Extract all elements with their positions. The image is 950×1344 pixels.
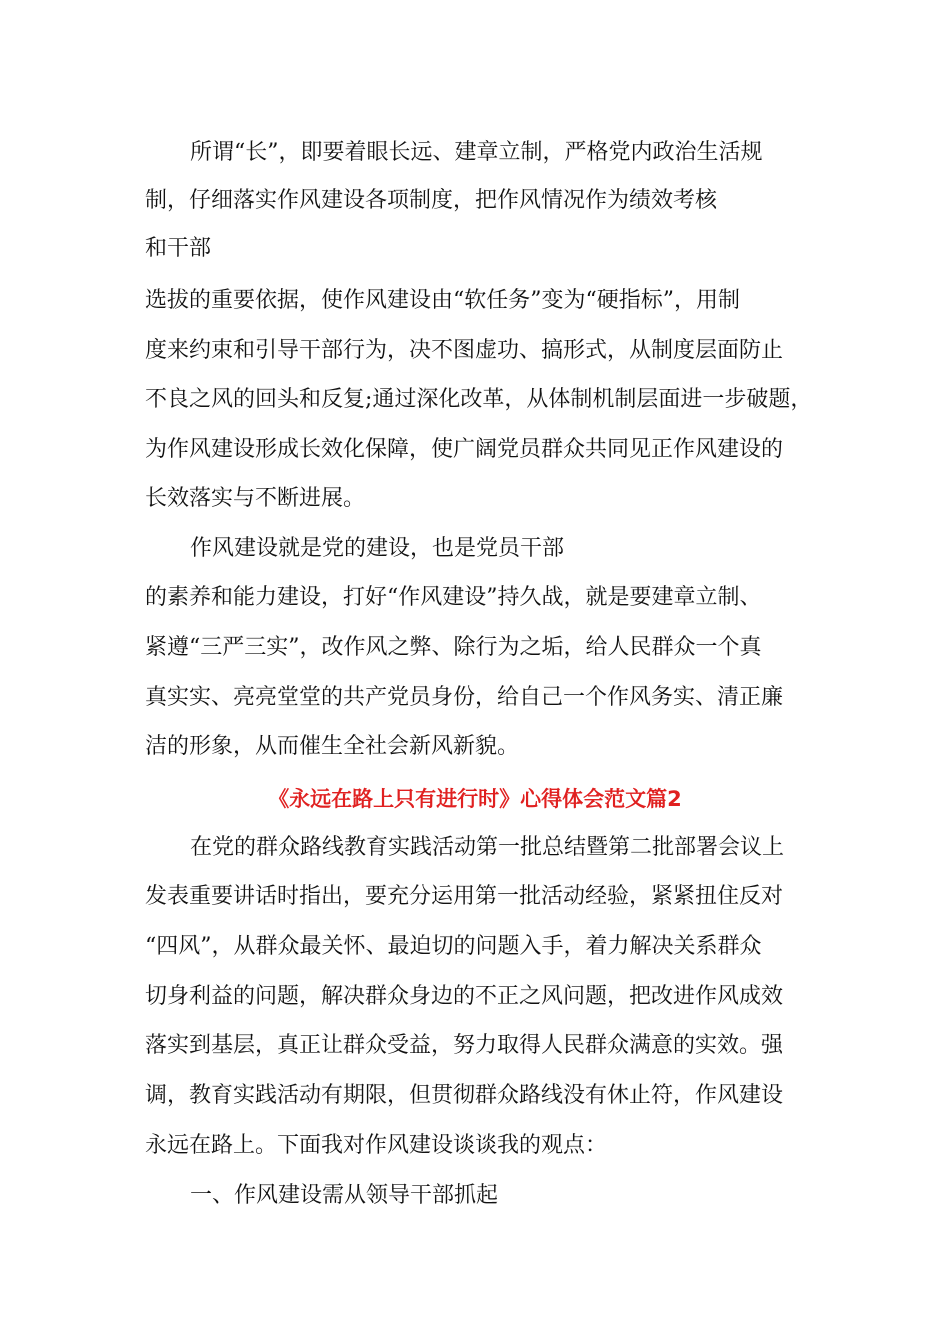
paragraph1-line-5: 度来约束和引导干部行为，决不图虚功、搞形式，从制度层面防止 (145, 338, 784, 363)
paragraph2-line-3: 紧遵“三严三实”，改作风之弊、除行为之垢，给人民群众一个真 (145, 635, 762, 660)
paragraph3-line-6: 调，教育实践活动有期限，但贯彻群众路线没有休止符，作风建设 (145, 1083, 784, 1108)
paragraph3-line-5: 落实到基层，真正让群众受益，努力取得人民群众满意的实效。强 (145, 1033, 784, 1058)
paragraph3-line-7: 永远在路上。下面我对作风建设谈谈我的观点： (145, 1133, 608, 1158)
paragraph3-line-4: 切身利益的问题，解决群众身边的不正之风问题，把改进作风成效 (145, 984, 784, 1009)
paragraph1-line-6: 不良之风的回头和反复;通过深化改革，从体制机制层面进一步破题， (145, 387, 813, 412)
paragraph1-line-1: 所谓“长”，即要着眼长远、建章立制，严格党内政治生活规 (190, 140, 763, 165)
paragraph3-line-1: 在党的群众路线教育实践活动第一批总结暨第二批部署会议上 (190, 835, 785, 860)
paragraph1-line-2: 制，仔细落实作风建设各项制度，把作风情况作为绩效考核 (145, 188, 718, 213)
section1-title: 一、作风建设需从领导干部抓起 (190, 1183, 499, 1208)
paragraph2-line-5: 洁的形象，从而催生全社会新风新貌。 (145, 734, 520, 759)
paragraph1-line-8: 长效落实与不断进展。 (145, 486, 366, 511)
section-heading: 《永远在路上只有进行时》心得体会范文篇2 (268, 787, 682, 811)
paragraph1-line-3: 和干部 (145, 236, 212, 261)
paragraph1-line-4: 选拔的重要依据，使作风建设由“软任务”变为“硬指标”，用制 (145, 288, 740, 313)
paragraph3-line-3: “四风”，从群众最关怀、最迫切的问题入手，着力解决关系群众 (145, 934, 762, 959)
paragraph3-line-2: 发表重要讲话时指出，要充分运用第一批活动经验，紧紧扭住反对 (145, 884, 784, 909)
paragraph2-line-2: 的素养和能力建设，打好“作风建设”持久战，就是要建章立制、 (145, 585, 762, 610)
paragraph1-line-7: 为作风建设形成长效化保障，使广阔党员群众共同见正作风建设的 (145, 437, 784, 462)
paragraph2-line-4: 真实实、亮亮堂堂的共产党员身份，给自己一个作风务实、清正廉 (145, 685, 784, 710)
paragraph2-line-1: 作风建设就是党的建设，也是党员干部 (190, 536, 565, 561)
